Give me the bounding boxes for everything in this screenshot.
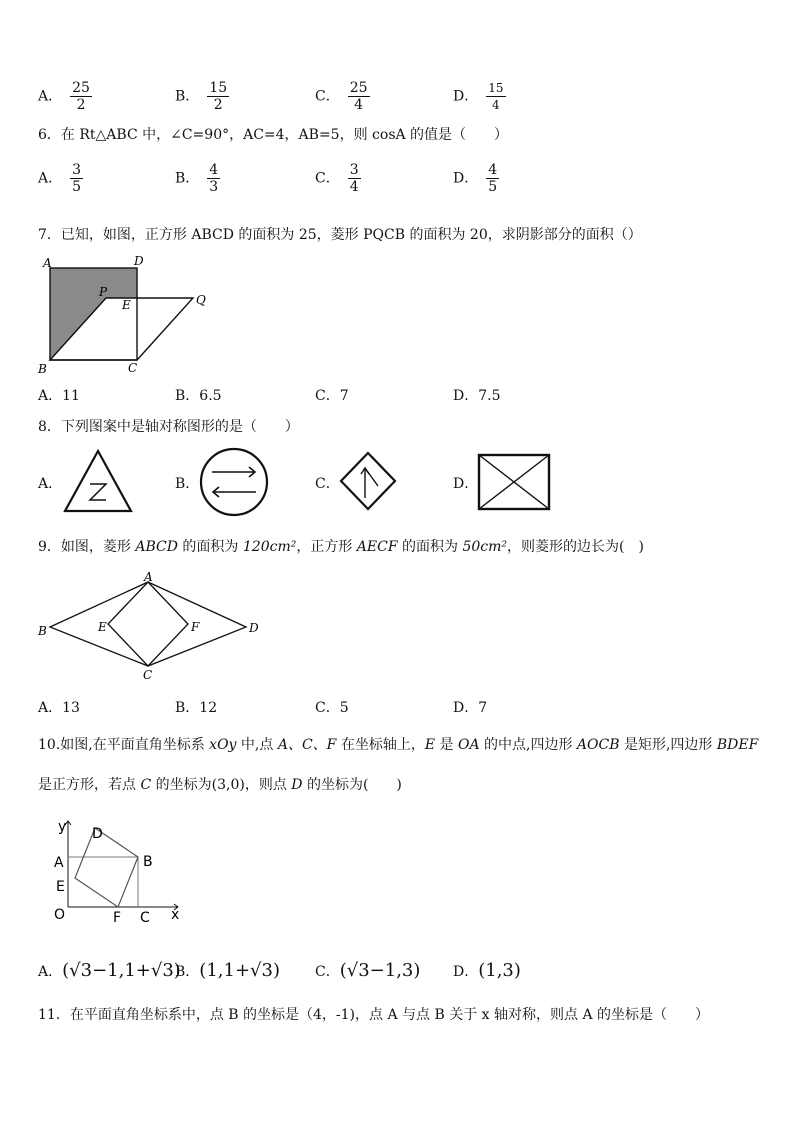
q11-text: 11．在平面直角坐标系中，点 B 的坐标是（4，-1)，点 A 与点 B 关于 x 轴对称，则点 A 的坐标是（ ） [38, 1007, 710, 1023]
q5-option-c: C． $\frac{25}{4}$ [315, 80, 368, 113]
q6-option-a: A． $\frac{3}{5}$ [38, 162, 82, 195]
q9-figure [30, 568, 270, 684]
label-y: y [58, 819, 67, 835]
square-bdef [75, 828, 138, 907]
label-a: A [144, 570, 153, 584]
q8-option-b: B． [175, 476, 200, 492]
label-c: C [128, 361, 138, 375]
label-a: A [43, 256, 52, 270]
label-e: E [98, 620, 107, 634]
label-q: Q [196, 293, 206, 307]
q7-option-b: B．6.5 [175, 388, 222, 404]
label-b: B [38, 362, 47, 376]
q9-option-d: D．7 [453, 700, 488, 716]
q5-option-b: B． $\frac{15}{2}$ [175, 80, 228, 113]
q9-option-b: B．12 [175, 700, 218, 716]
label-e: E [56, 879, 65, 895]
q10-figure [50, 815, 190, 927]
label-b: B [143, 854, 153, 870]
q7-option-a: A．11 [38, 388, 80, 404]
label-d: D [134, 254, 144, 268]
q7-option-d: D．7.5 [453, 388, 501, 404]
q10-line1: 10.如图,在平面直角坐标系 xOy 中,点 A、C、F 在坐标轴上，E 是 OA 的中点,四边形 AOCB 是矩形,四边形 BDEF [38, 737, 759, 753]
fraction: $\frac{4}{5}$ [488, 162, 498, 195]
q6-text: 6．在 Rt△ABC 中，∠C=90°，AC=4，AB=5，则 cosA 的值是（ ） [38, 127, 509, 143]
q9-option-c: C．5 [315, 700, 349, 716]
fraction: $\frac{15}{4}$ [488, 81, 504, 112]
rhombus-abcd [50, 582, 246, 666]
fraction: $\frac{25}{2}$ [72, 80, 90, 113]
label-o: O [54, 907, 66, 923]
q8-option-d: D． [453, 476, 479, 492]
q6-option-d: D． $\frac{4}{5}$ [453, 162, 498, 195]
q9-option-a: A．13 [38, 700, 80, 716]
label-d: D [92, 826, 103, 842]
q10-line2: 是正方形，若点 C 的坐标为(3,0)，则点 D 的坐标为( ) [38, 777, 402, 793]
q10-option-b: B．(1,1+√3) [175, 960, 280, 981]
fraction: $\frac{4}{3}$ [209, 162, 219, 195]
q6-option-c: C． $\frac{3}{4}$ [315, 162, 359, 195]
q6-option-b: B． $\frac{4}{3}$ [175, 162, 219, 195]
q7-text: 7．已知，如图，正方形 ABCD 的面积为 25，菱形 PQCB 的面积为 20，求阴影部分的面积（） [38, 227, 642, 243]
fraction: $\frac{25}{4}$ [349, 80, 368, 113]
diamond-arrow-figure [338, 450, 398, 512]
label-p: P [99, 285, 108, 299]
q8-option-c: C． [315, 476, 340, 492]
label-f: F [191, 620, 200, 634]
circle-arrows-figure [198, 446, 270, 518]
q9-text: 9．如图，菱形 ABCD 的面积为 120cm²，正方形 AECF 的面积为 50cm²，则菱形的边长为( ) [38, 539, 644, 555]
q10-option-d: D．(1,3) [453, 960, 521, 981]
q5-option-d: D． $\frac{15}{4}$ [453, 81, 504, 112]
label-b: B [38, 624, 47, 638]
fraction: $\frac{3}{5}$ [72, 162, 82, 195]
label-x: x [171, 907, 180, 923]
triangle-z-figure [62, 448, 134, 514]
fraction: $\frac{15}{2}$ [209, 80, 228, 113]
q7-figure [30, 250, 230, 378]
label-c: C [143, 668, 153, 682]
label-d: D [249, 621, 259, 635]
q10-option-a: A．(√3−1,1+√3) [38, 960, 181, 981]
label-f: F [113, 910, 122, 926]
label-e: E [122, 298, 131, 312]
label-c: C [140, 910, 150, 926]
q8-option-a: A． [38, 476, 63, 492]
rectangle-x-figure [476, 452, 552, 512]
label-a: A [54, 855, 64, 871]
q8-text: 8．下列图案中是轴对称图形的是（ ） [38, 419, 299, 435]
q7-option-c: C．7 [315, 388, 349, 404]
q5-option-a: A． $\frac{25}{2}$ [38, 80, 90, 113]
q10-option-c: C．(√3−1,3) [315, 960, 421, 981]
fraction: $\frac{3}{4}$ [349, 162, 359, 195]
